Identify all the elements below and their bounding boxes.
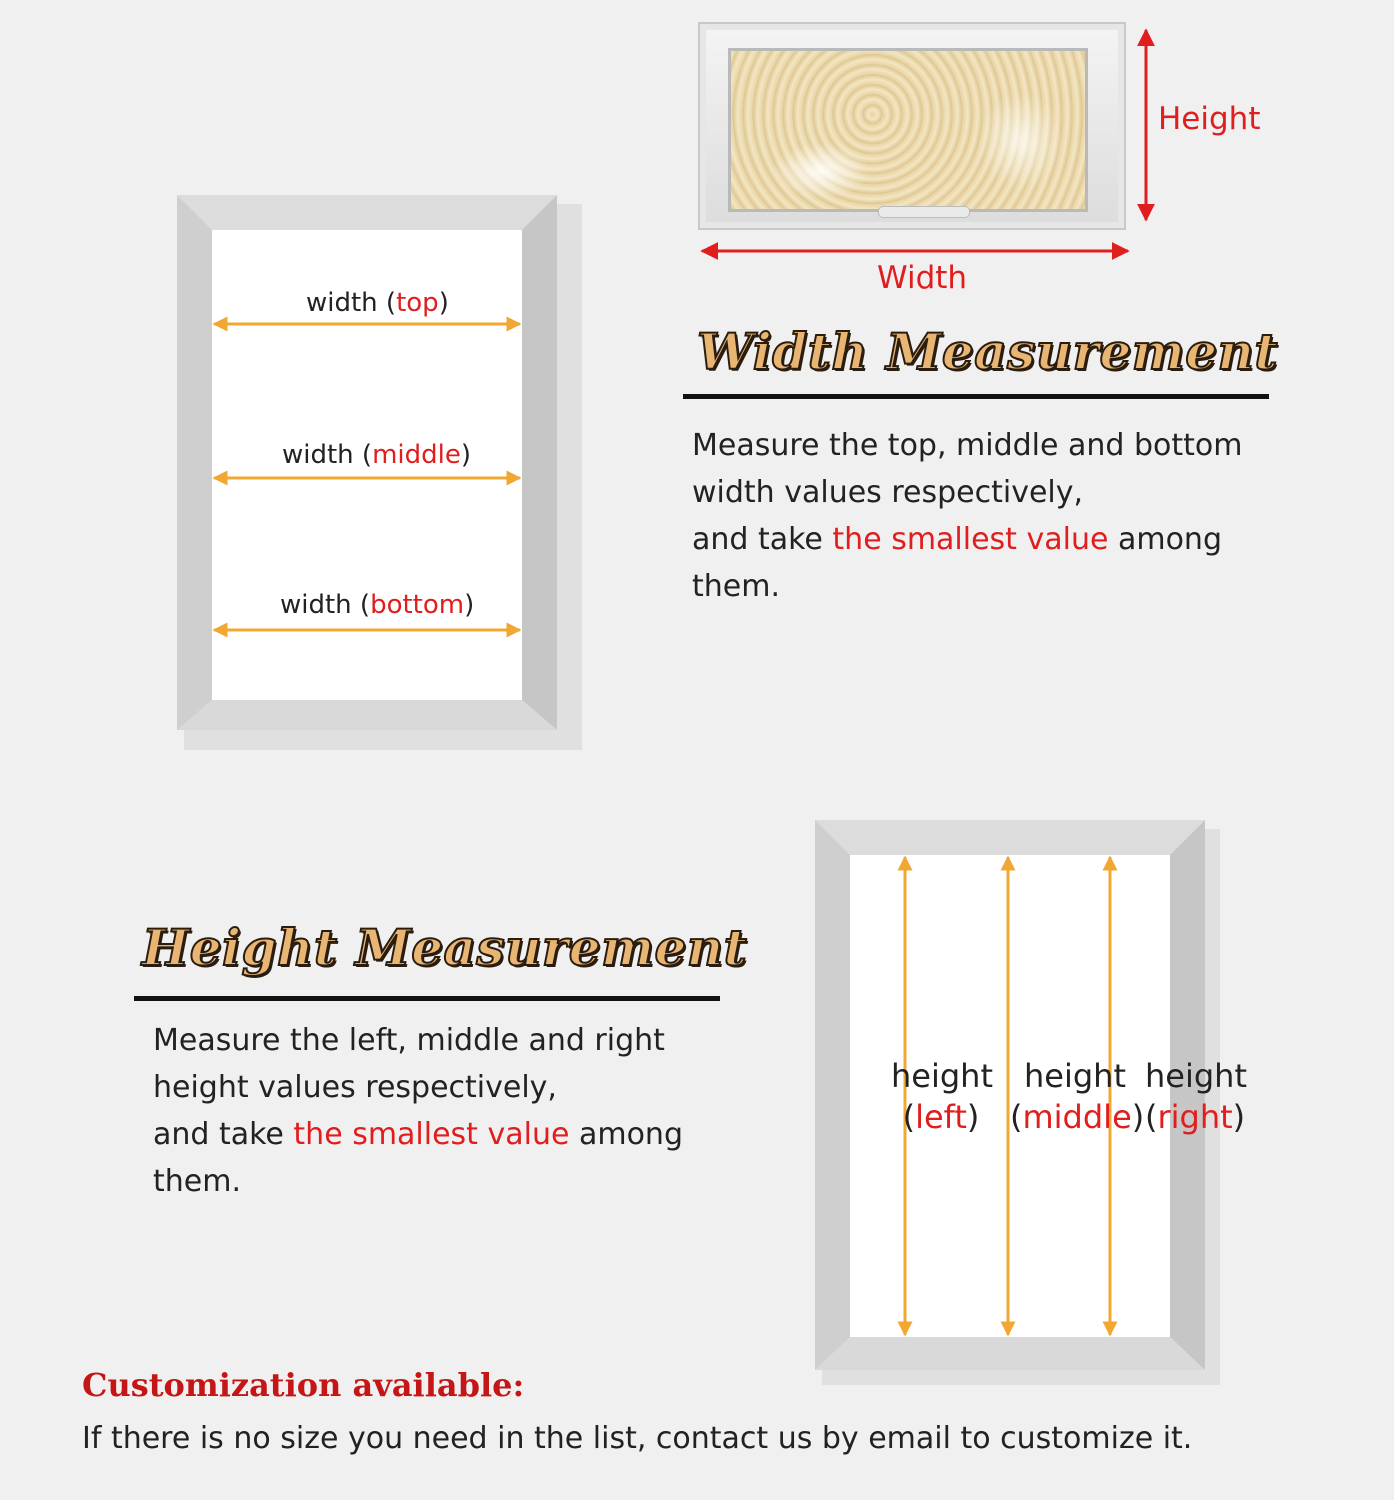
photo-height-label: Height xyxy=(1158,101,1261,137)
height-measurement-title: Height Measurement xyxy=(142,918,748,977)
customization-title: Customization available: xyxy=(82,1366,525,1404)
width-measurement-title: Width Measurement xyxy=(697,322,1278,381)
height-left-label: height (left) xyxy=(891,1057,993,1136)
width-middle-label: width (middle) xyxy=(282,440,472,470)
height-middle-label: height (middle) xyxy=(1010,1057,1145,1136)
height-instructions: Measure the left, middle and right height values respectively, and take the smallest value among them. xyxy=(153,1023,683,1199)
width-instructions: Measure the top, middle and bottom width values respectively, and take the smallest value among them. xyxy=(692,428,1243,604)
width-bottom-label: width (bottom) xyxy=(280,590,475,620)
height-title-divider xyxy=(134,996,720,1001)
width-top-label: width (top) xyxy=(306,288,449,318)
customization-text: If there is no size you need in the list, contact us by email to customize it. xyxy=(82,1421,1193,1456)
width-title-divider xyxy=(683,394,1269,399)
width-window-diagram xyxy=(170,190,590,755)
height-right-label: height (right) xyxy=(1145,1057,1247,1136)
photo-width-label: Width xyxy=(877,260,968,296)
